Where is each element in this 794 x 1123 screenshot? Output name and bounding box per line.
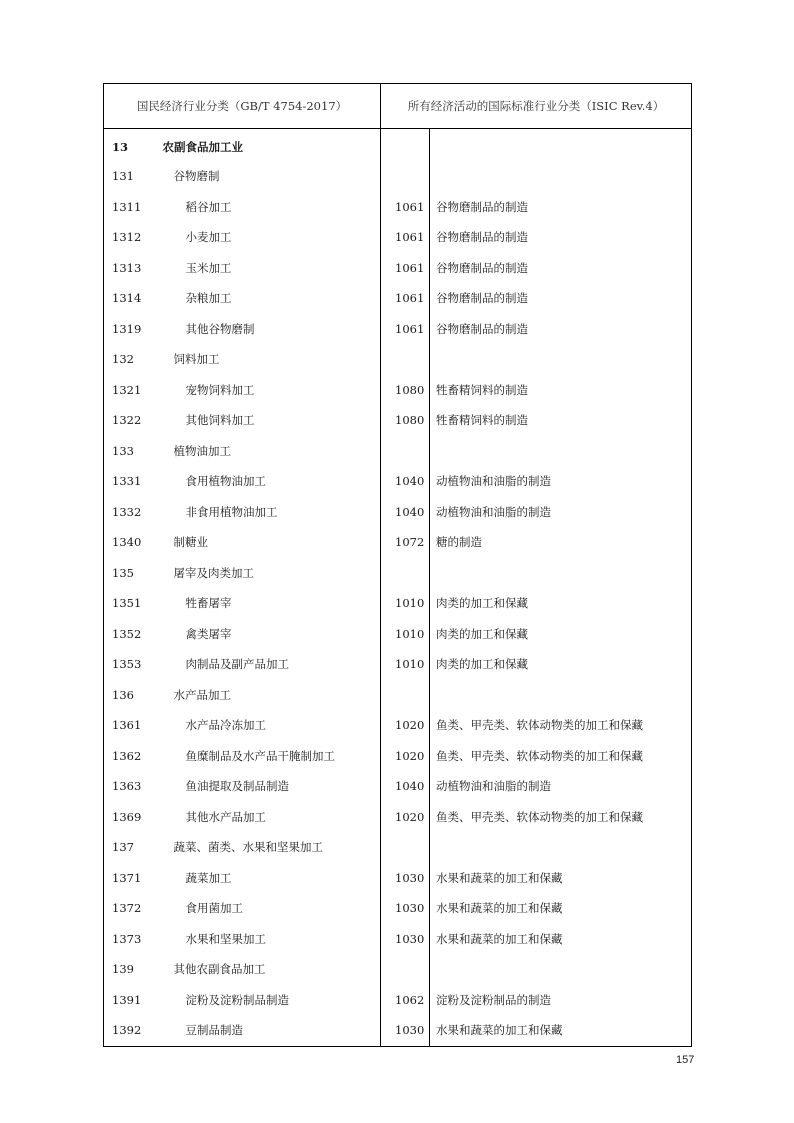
gb-code-cell: 1322 [104,405,152,436]
isic-code-cell [381,344,430,375]
gb-name-cell: 豆制品制造 [152,1015,381,1046]
gb-code-cell: 1331 [104,466,152,497]
table-row [104,375,692,406]
isic-code-cell [381,436,430,467]
gb-code-cell: 1340 [104,527,152,558]
isic-code-cell: 1061 [395,321,425,336]
gb-name-cell: 淀粉及淀粉制品制造 [152,985,381,1016]
gb-code-cell: 139 [104,954,152,985]
gb-name-cell: 宠物饲料加工 [152,375,381,406]
gb-name-cell: 屠宰及肉类加工 [152,558,381,589]
table-row [104,222,692,253]
gb-name-cell: 其他水产品加工 [152,802,381,833]
table-row [104,436,692,467]
isic-code-cell [381,954,430,985]
gb-code-cell: 1361 [104,710,152,741]
gb-name-cell: 饲料加工 [152,344,381,375]
table-row [104,497,692,528]
table-row [104,924,692,955]
gb-code-cell: 1363 [104,771,152,802]
header-isic-classification: 所有经济活动的国际标准行业分类（ISIC Rev.4） [381,84,692,129]
table-row [104,405,692,436]
gb-code-cell: 1353 [104,649,152,680]
isic-desc-cell [430,344,692,375]
isic-code-cell: 1080 [395,413,425,428]
gb-name-cell: 肉制品及副产品加工 [152,649,381,680]
isic-desc-cell: 谷物磨制品的制造 [430,192,692,223]
table-row [104,863,692,894]
isic-desc-cell: 谷物磨制品的制造 [430,253,692,284]
gb-code-cell: 132 [104,344,152,375]
table-row [104,771,692,802]
gb-name-cell: 其他饲料加工 [152,405,381,436]
gb-code-cell: 1391 [104,985,152,1016]
isic-desc-cell: 动植物油和油脂的制造 [430,497,692,528]
isic-code-cell: 1080 [395,382,425,397]
gb-code-cell: 133 [104,436,152,467]
isic-desc-cell [430,832,692,863]
gb-name-cell: 鱼油提取及制品制造 [152,771,381,802]
gb-code-cell: 135 [104,558,152,589]
isic-desc-cell: 谷物磨制品的制造 [430,283,692,314]
gb-code-cell: 1314 [104,283,152,314]
isic-code-cell [381,558,430,589]
isic-desc-cell [430,558,692,589]
gb-name-cell: 制糖业 [152,527,381,558]
isic-desc-cell: 动植物油和油脂的制造 [430,771,692,802]
isic-code-cell: 1020 [395,718,425,733]
gb-name-cell: 稻谷加工 [152,192,381,223]
isic-code-cell: 1020 [395,748,425,763]
isic-desc-cell [430,954,692,985]
gb-name-cell: 杂粮加工 [152,283,381,314]
isic-code-cell: 1061 [395,291,425,306]
isic-desc-cell: 牲畜精饲料的制造 [430,405,692,436]
gb-name-cell: 其他谷物磨制 [152,314,381,345]
table-row [104,741,692,772]
gb-code-cell: 1352 [104,619,152,650]
page-number: 157 [676,1054,695,1066]
gb-name-cell: 谷物磨制 [152,161,381,192]
isic-desc-cell: 肉类的加工和保藏 [430,649,692,680]
gb-code-cell: 1362 [104,741,152,772]
gb-code-cell: 1313 [104,253,152,284]
isic-desc-cell: 肉类的加工和保藏 [430,588,692,619]
table-row [104,954,692,985]
isic-desc-cell: 动植物油和油脂的制造 [430,466,692,497]
gb-name-cell: 蔬菜加工 [152,863,381,894]
isic-code-cell: 1061 [395,260,425,275]
isic-code-cell: 1020 [395,809,425,824]
table-row [104,832,692,863]
table-row [104,680,692,711]
isic-code-cell: 1072 [395,535,425,550]
isic-desc-cell: 水果和蔬菜的加工和保藏 [430,1015,692,1046]
isic-desc-cell: 水果和蔬菜的加工和保藏 [430,924,692,955]
gb-name-cell: 蔬菜、菌类、水果和坚果加工 [152,832,381,863]
gb-code-cell: 1369 [104,802,152,833]
isic-desc-cell: 水果和蔬菜的加工和保藏 [430,863,692,894]
table-row [104,558,692,589]
table-row [104,588,692,619]
table-row [104,710,692,741]
table-row [104,985,692,1016]
gb-name-cell: 水产品加工 [152,680,381,711]
table-row [104,619,692,650]
classification-table [103,83,692,1047]
gb-code-cell: 1373 [104,924,152,955]
gb-code-cell: 1392 [104,1015,152,1046]
table-row [104,1015,692,1046]
isic-code-cell: 1010 [395,626,425,641]
gb-name-cell: 其他农副食品加工 [152,954,381,985]
isic-desc-cell: 鱼类、甲壳类、软体动物类的加工和保藏 [430,710,692,741]
isic-code-cell [381,161,430,192]
table-row [104,466,692,497]
gb-code-cell: 1332 [104,497,152,528]
table-row [104,527,692,558]
isic-desc-cell [430,680,692,711]
gb-name-cell: 食用菌加工 [152,893,381,924]
table-row [104,314,692,345]
isic-code-cell: 1062 [395,992,425,1007]
isic-desc-cell [430,436,692,467]
isic-desc-cell: 鱼类、甲壳类、软体动物类的加工和保藏 [430,741,692,772]
isic-code-cell: 1030 [395,870,425,885]
gb-name-cell: 非食用植物油加工 [152,497,381,528]
table-row [104,893,692,924]
gb-code-cell: 1371 [104,863,152,894]
gb-name-cell: 禽类屠宰 [152,619,381,650]
gb-name-cell: 水产品冷冻加工 [152,710,381,741]
gb-code-cell: 1312 [104,222,152,253]
gb-code-cell: 1319 [104,314,152,345]
isic-desc-cell: 谷物磨制品的制造 [430,314,692,345]
gb-name-cell: 食用植物油加工 [152,466,381,497]
isic-code-cell: 1040 [395,779,425,794]
table-row [104,129,692,162]
gb-name-cell: 小麦加工 [152,222,381,253]
isic-desc-cell: 肉类的加工和保藏 [430,619,692,650]
isic-desc-cell: 水果和蔬菜的加工和保藏 [430,893,692,924]
isic-desc-cell: 鱼类、甲壳类、软体动物类的加工和保藏 [430,802,692,833]
isic-code-cell: 1040 [395,474,425,489]
isic-code-cell: 1030 [395,931,425,946]
isic-code-cell [381,680,430,711]
gb-name-cell: 鱼糜制品及水产品干腌制加工 [152,741,381,772]
header-gb-classification: 国民经济行业分类（GB/T 4754-2017） [104,84,381,129]
table-row [104,802,692,833]
gb-code-cell: 1321 [104,375,152,406]
gb-code-cell: 1311 [104,192,152,223]
isic-desc-cell: 谷物磨制品的制造 [430,222,692,253]
table-row [104,192,692,223]
isic-desc-cell [430,129,692,162]
gb-name-cell: 玉米加工 [152,253,381,284]
table-row [104,649,692,680]
isic-code-cell: 1030 [381,1015,430,1046]
gb-code-cell: 137 [104,832,152,863]
gb-name-cell: 植物油加工 [152,436,381,467]
isic-desc-cell: 牲畜精饲料的制造 [430,375,692,406]
isic-desc-cell [430,161,692,192]
gb-code-cell: 131 [104,161,152,192]
isic-code-cell: 1010 [395,596,425,611]
table-row [104,161,692,192]
isic-code-cell: 1040 [395,504,425,519]
gb-code-cell: 136 [104,680,152,711]
isic-desc-cell: 淀粉及淀粉制品的制造 [430,985,692,1016]
table-header-row [104,84,692,129]
table-row [104,283,692,314]
table-row [104,344,692,375]
gb-name-cell: 牲畜屠宰 [152,588,381,619]
isic-code-cell: 1061 [395,199,425,214]
isic-code-cell [381,832,430,863]
isic-code-cell [381,129,430,162]
gb-code-cell: 1372 [104,893,152,924]
isic-code-cell: 1010 [395,657,425,672]
gb-name-cell: 水果和坚果加工 [152,924,381,955]
gb-code-cell: 13 [104,129,152,162]
gb-code-cell: 1351 [104,588,152,619]
table-row [104,253,692,284]
isic-code-cell: 1030 [395,901,425,916]
gb-name-cell: 农副食品加工业 [152,129,381,162]
isic-desc-cell: 糖的制造 [430,527,692,558]
isic-code-cell: 1061 [395,230,425,245]
